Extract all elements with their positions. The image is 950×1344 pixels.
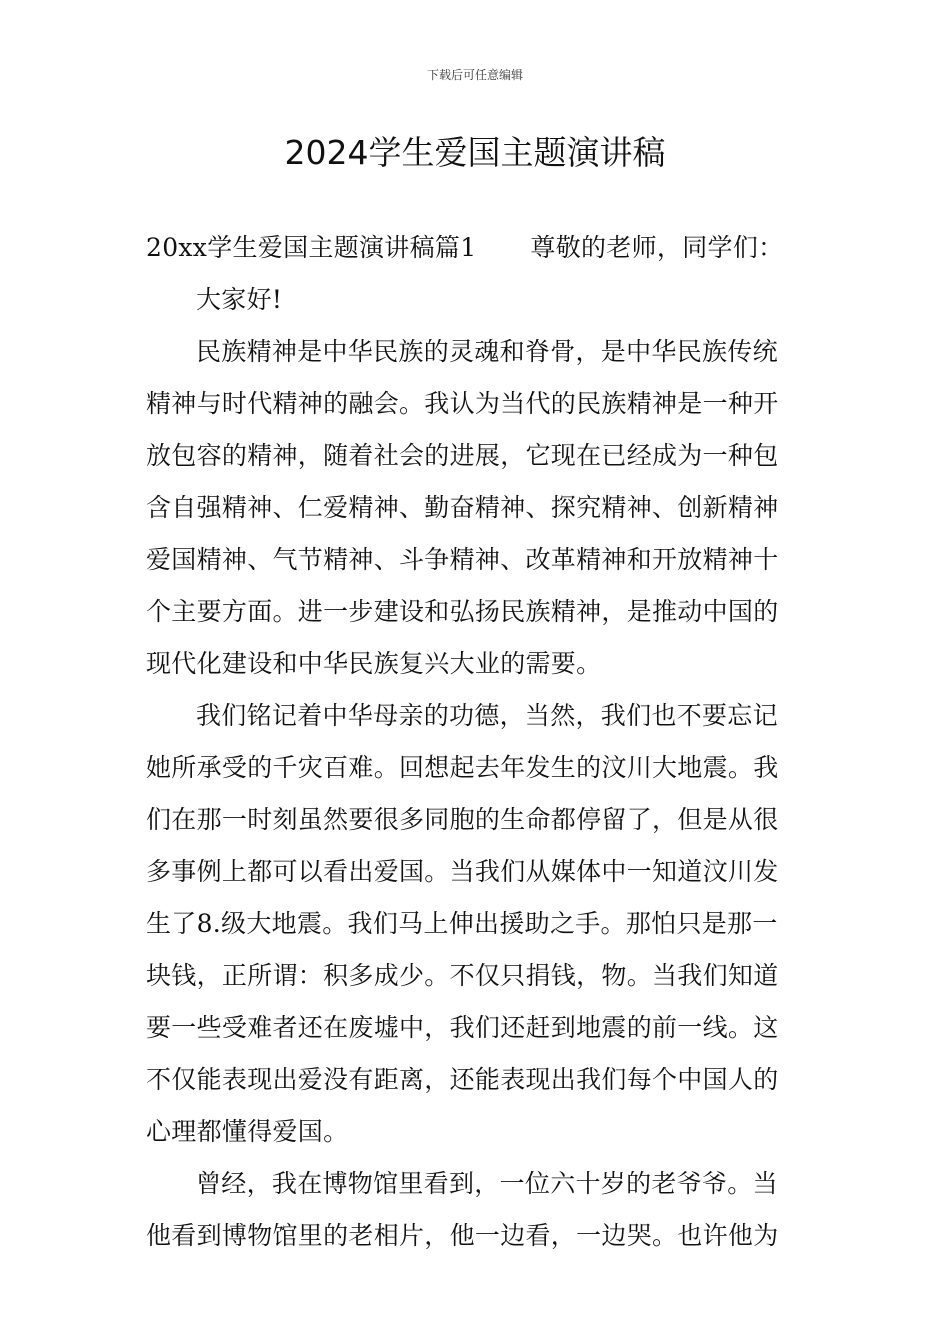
- paragraph-line: 多事例上都可以看出爱国。当我们从媒体中一知道汶川发: [146, 857, 779, 886]
- paragraph-line: 放包容的精神，随着社会的进展，它现在已经成为一种包: [146, 441, 779, 470]
- paragraph-line: 他看到博物馆里的老相片，他一边看，一边哭。也许他为: [146, 1221, 779, 1250]
- paragraph-line: 她所承受的千灾百难。回想起去年发生的汶川大地震。我: [146, 753, 779, 782]
- paragraph-line: 心理都懂得爱国。: [146, 1117, 349, 1146]
- paragraph-2: [146, 698, 816, 1166]
- section-label: 20xx学生爱国主题演讲稿篇1: [146, 233, 477, 262]
- paragraph-line: 要一些受难者还在废墟中，我们还赶到地震的前一线。这: [146, 1013, 779, 1042]
- paragraph-line: 我们铭记着中华母亲的功德，当然，我们也不要忘记: [196, 701, 778, 730]
- paragraph-line: 生了8.级大地震。我们马上伸出援助之手。那怕只是那一: [146, 909, 778, 938]
- salutation: 尊敬的老师，同学们：: [530, 233, 784, 262]
- paragraph-line: 含自强精神、仁爱精神、勤奋精神、探究精神、创新精神: [146, 493, 779, 522]
- paragraph-line: 不仅能表现出爱没有距离，还能表现出我们每个中国人的: [146, 1065, 779, 1094]
- page-title: 2024学生爱国主题演讲稿: [284, 133, 666, 172]
- paragraph-line: 现代化建设和中华民族复兴大业的需要。: [146, 649, 602, 678]
- paragraph-line: 们在那一时刻虽然要很多同胞的生命都停留了，但是从很: [146, 805, 779, 834]
- header-note: 下载后可任意编辑: [426, 68, 523, 82]
- paragraph-line: 爱国精神、气节精神、斗争精神、改革精神和开放精神十: [146, 545, 779, 574]
- greeting: 大家好!: [196, 285, 283, 314]
- document-body: [146, 230, 816, 1270]
- paragraph-3: [146, 1166, 816, 1270]
- paragraph-line: 曾经，我在博物馆里看到，一位六十岁的老爷爷。当: [196, 1169, 778, 1198]
- paragraph-line: 个主要方面。进一步建设和弘扬民族精神，是推动中国的: [146, 597, 779, 626]
- paragraph-line: 民族精神是中华民族的灵魂和脊骨，是中华民族传统: [196, 337, 778, 366]
- opening-line: [146, 230, 816, 282]
- paragraph-line: 块钱，正所谓：积多成少。不仅只捐钱，物。当我们知道: [146, 961, 779, 990]
- paragraph-line: 精神与时代精神的融会。我认为当代的民族精神是一种开: [146, 389, 779, 418]
- paragraph-1: [146, 334, 816, 698]
